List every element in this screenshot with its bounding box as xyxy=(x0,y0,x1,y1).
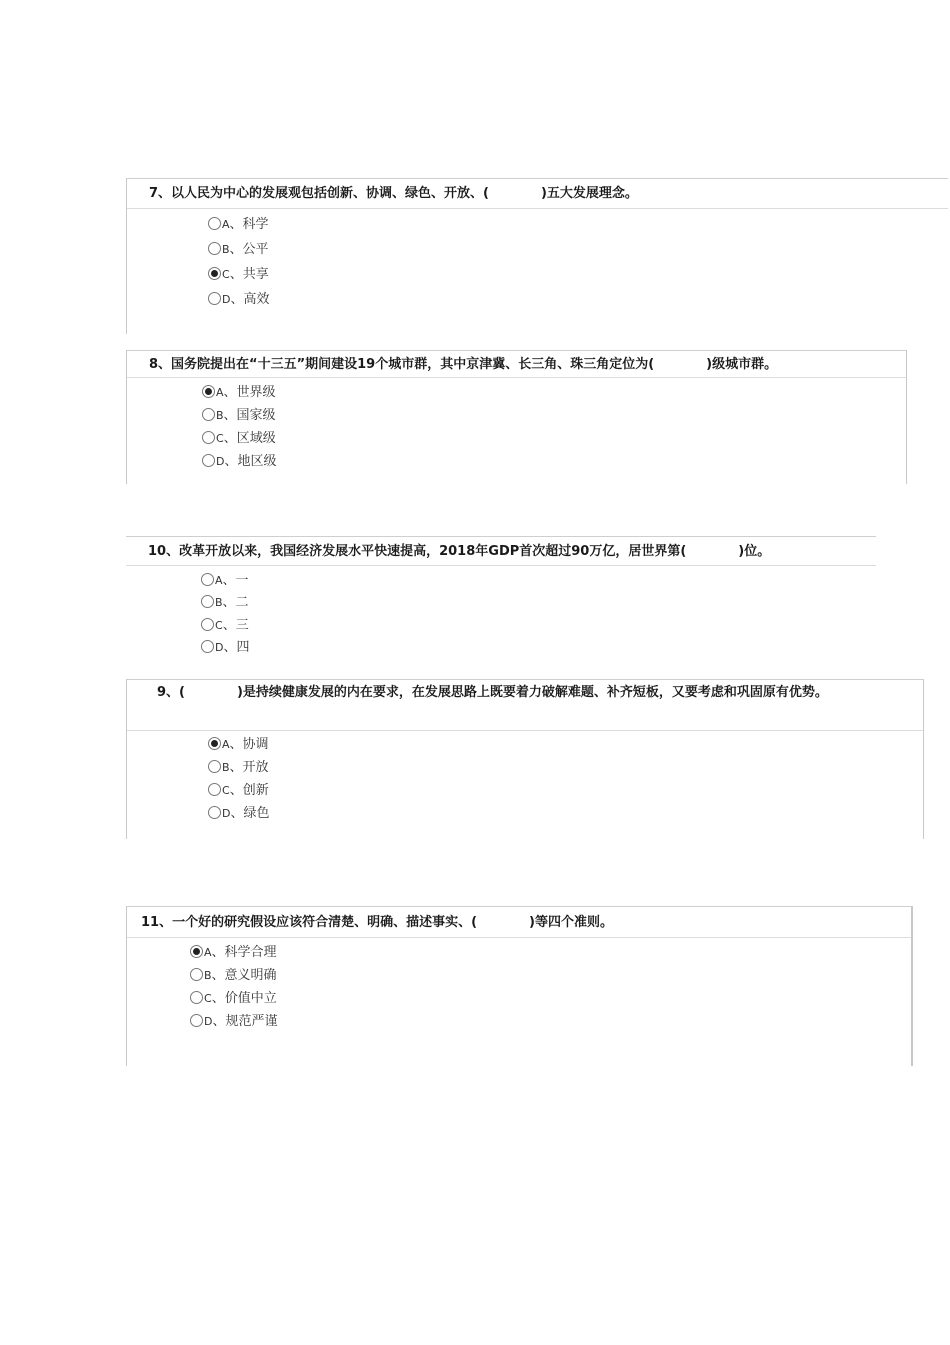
radio-10d[interactable] xyxy=(201,640,214,653)
question-11 xyxy=(126,906,913,1066)
question-8 xyxy=(126,350,907,484)
option-11b[interactable]: B、意义明确 xyxy=(190,966,277,986)
option-10d[interactable]: D、四 xyxy=(201,638,250,658)
option-7c[interactable]: C、共享 xyxy=(208,265,269,285)
radio-10a[interactable] xyxy=(201,573,214,586)
option-11c[interactable]: C、价值中立 xyxy=(190,989,277,1009)
option-11a[interactable]: A、科学合理 xyxy=(190,943,277,963)
radio-8a[interactable] xyxy=(202,385,215,398)
option-7b[interactable]: B、公平 xyxy=(208,240,269,260)
option-9a[interactable]: A、协调 xyxy=(208,735,269,755)
radio-8d[interactable] xyxy=(202,454,215,467)
option-8a[interactable]: A、世界级 xyxy=(202,383,276,403)
radio-9d[interactable] xyxy=(208,806,221,819)
radio-7c[interactable] xyxy=(208,267,221,280)
radio-10c[interactable] xyxy=(201,618,214,631)
option-8b[interactable]: B、国家级 xyxy=(202,406,276,426)
question-11-text: 11、一个好的研究假设应该符合清楚、明确、描述事实、( )等四个准则。 xyxy=(127,906,911,938)
radio-9a[interactable] xyxy=(208,737,221,750)
radio-11d[interactable] xyxy=(190,1014,203,1027)
question-10-text: 10、改革开放以来，我国经济发展水平快速提高，2018年GDP首次超过90万亿，居世界第( )位。 xyxy=(126,536,876,566)
question-9 xyxy=(126,679,924,839)
option-8d[interactable]: D、地区级 xyxy=(202,452,277,472)
radio-10b[interactable] xyxy=(201,595,214,608)
radio-7d[interactable] xyxy=(208,292,221,305)
radio-11b[interactable] xyxy=(190,968,203,981)
radio-8b[interactable] xyxy=(202,408,215,421)
radio-11c[interactable] xyxy=(190,991,203,1004)
option-10a[interactable]: A、一 xyxy=(201,571,249,591)
option-7d[interactable]: D、高效 xyxy=(208,290,270,310)
question-7-text: 7、以人民为中心的发展观包括创新、协调、绿色、开放、( )五大发展理念。 xyxy=(127,178,948,209)
option-9c[interactable]: C、创新 xyxy=(208,781,269,801)
radio-7b[interactable] xyxy=(208,242,221,255)
option-10c[interactable]: C、三 xyxy=(201,616,249,636)
question-9-text: 9、( )是持续健康发展的内在要求，在发展思路上既要着力破解难题、补齐短板，又要考虑和巩固原有优势。 xyxy=(127,679,923,731)
radio-9b[interactable] xyxy=(208,760,221,773)
option-9d[interactable]: D、绿色 xyxy=(208,804,270,824)
question-8-text: 8、国务院提出在“十三五”期间建设19个城市群，其中京津冀、长三角、珠三角定位为( )级城市群。 xyxy=(127,350,906,378)
option-9b[interactable]: B、开放 xyxy=(208,758,269,778)
radio-9c[interactable] xyxy=(208,783,221,796)
option-7a[interactable]: A、科学 xyxy=(208,215,269,235)
radio-7a[interactable] xyxy=(208,217,221,230)
radio-11a[interactable] xyxy=(190,945,203,958)
question-7 xyxy=(126,178,948,334)
question-10 xyxy=(126,536,876,664)
option-10b[interactable]: B、二 xyxy=(201,593,249,613)
option-8c[interactable]: C、区域级 xyxy=(202,429,276,449)
option-11d[interactable]: D、规范严谨 xyxy=(190,1012,278,1032)
radio-8c[interactable] xyxy=(202,431,215,444)
